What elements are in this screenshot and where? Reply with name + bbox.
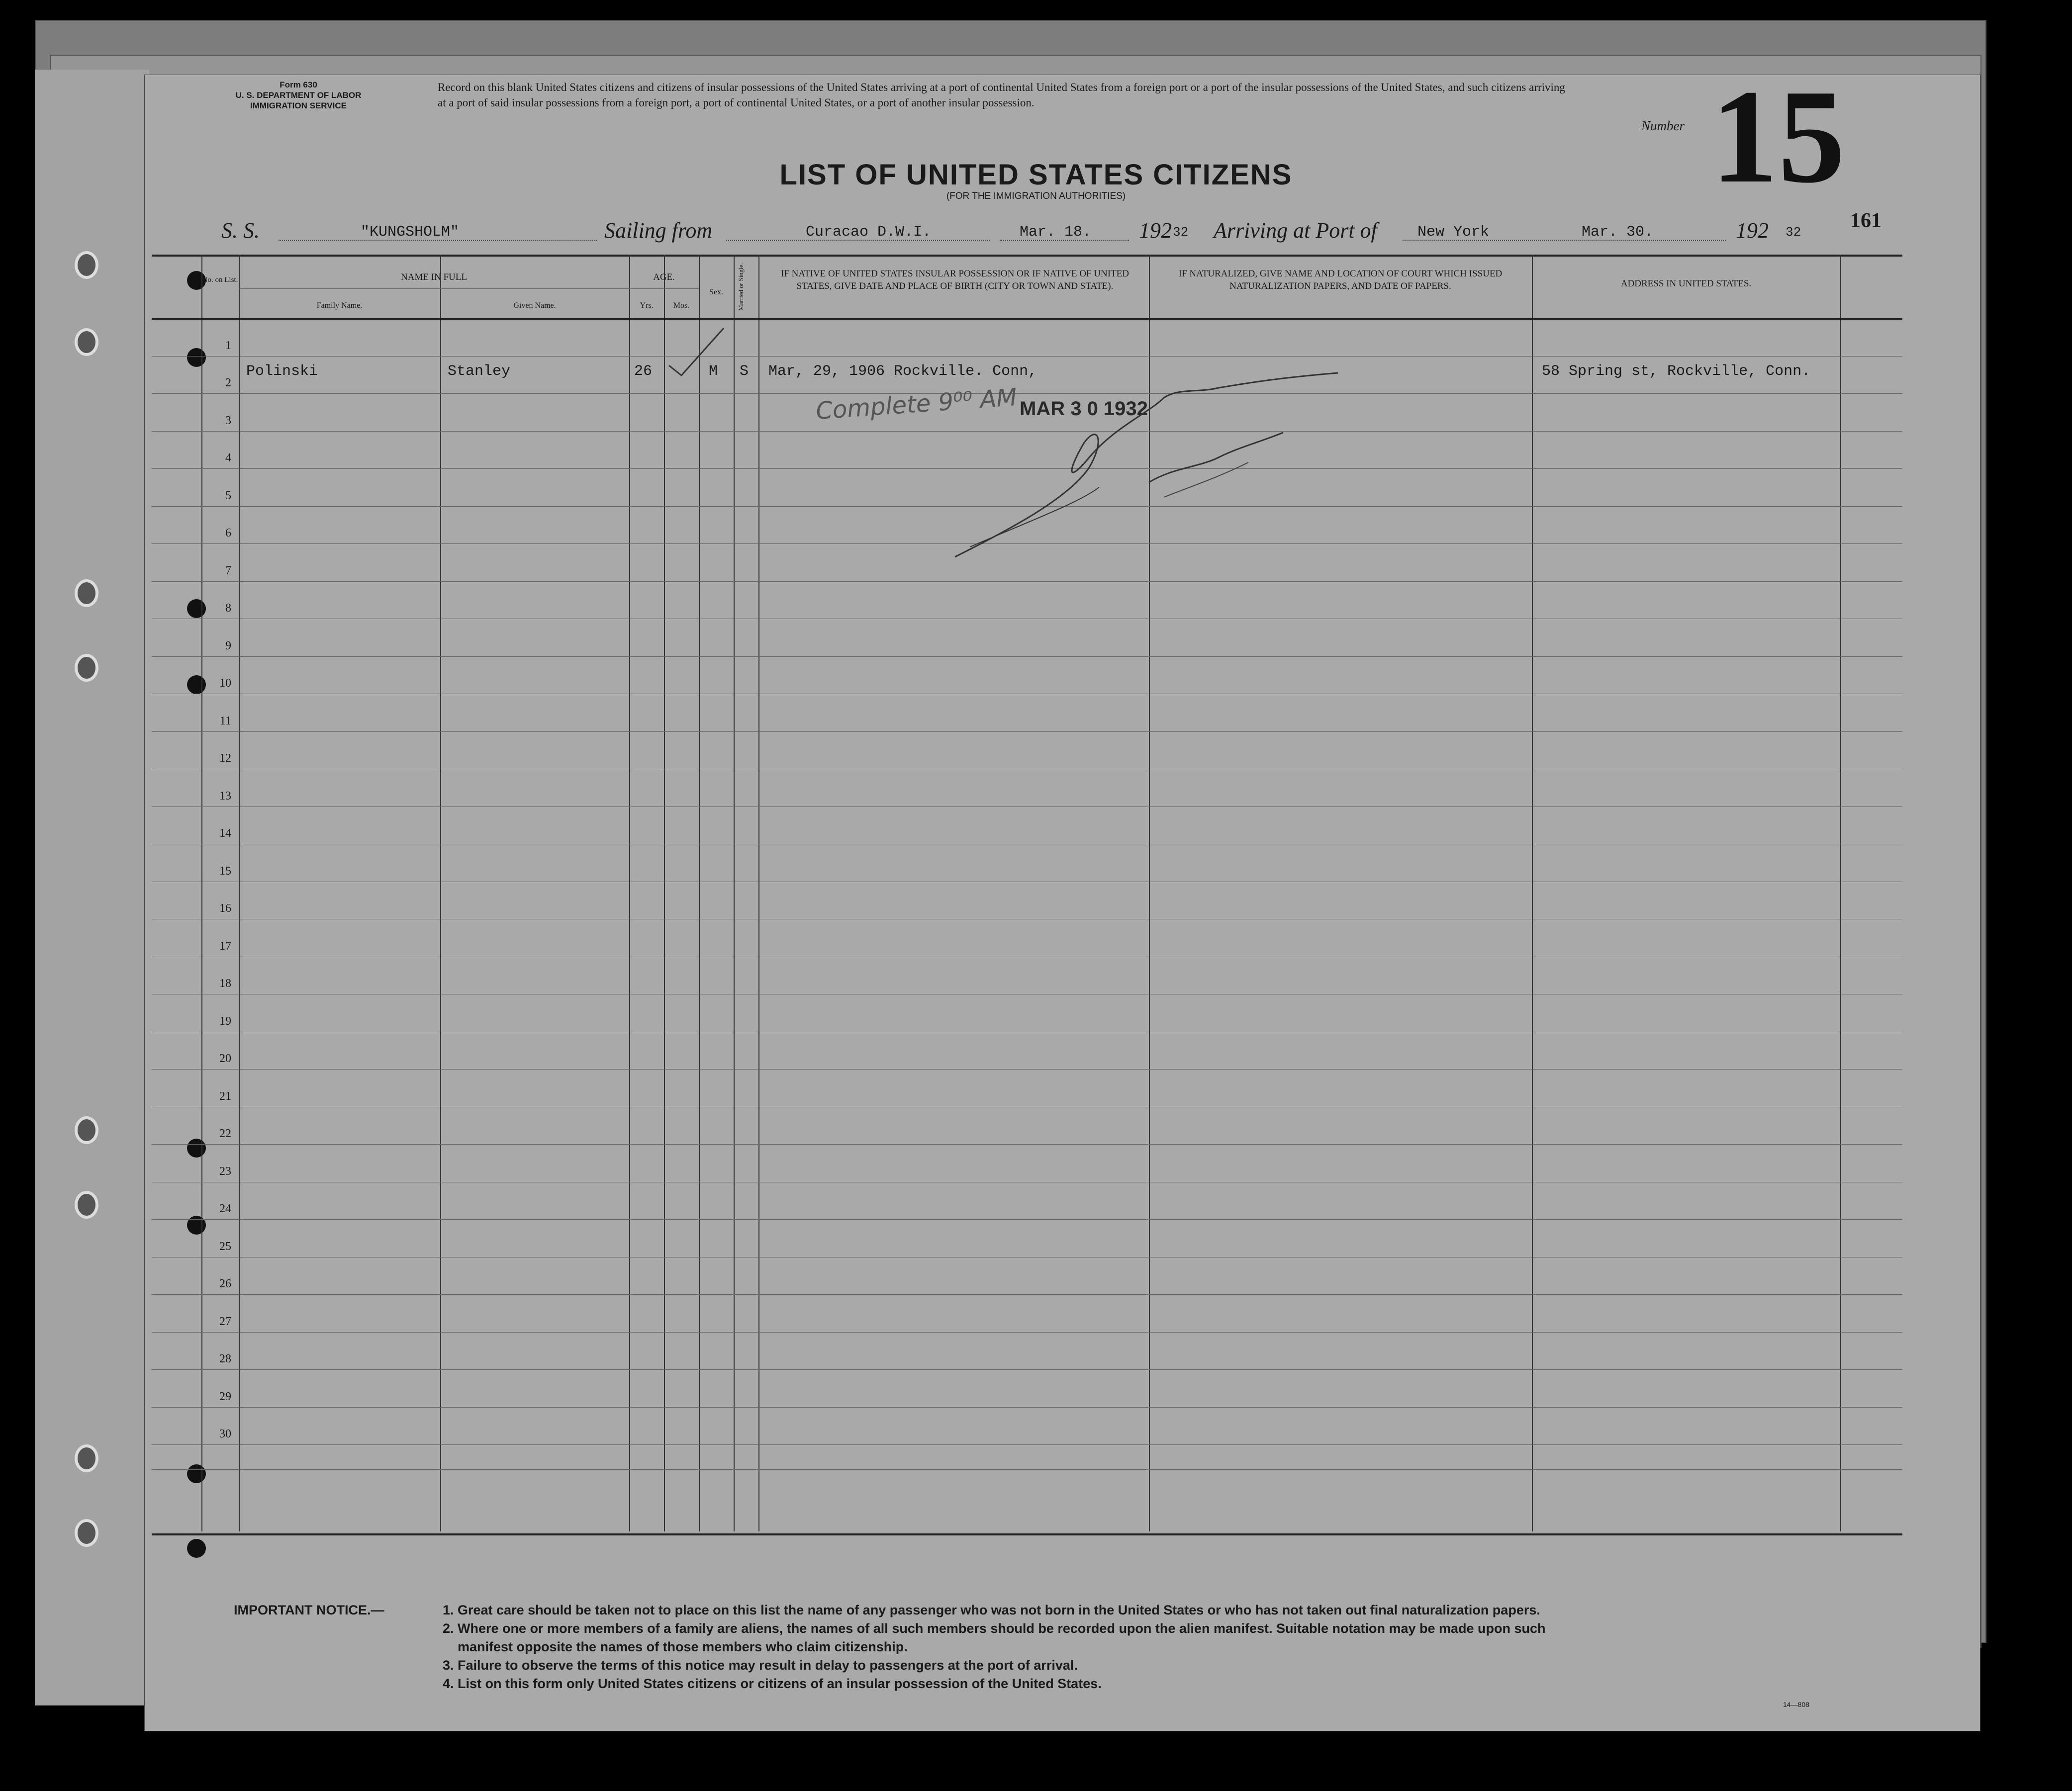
header-birth-info: IF NATIVE OF UNITED STATES INSULAR POSSESSION OR IF NATIVE OF UNITED STATES, GIVE DATE AND PLACE OF BIRTH (CITY OR TOWN AND STATE). (781, 269, 1129, 291)
binder-ring (75, 328, 98, 356)
column-rule (664, 255, 665, 1531)
number-label: Number (1641, 118, 1685, 133)
row-number: 8 (225, 602, 231, 615)
row-number: 19 (219, 1014, 231, 1028)
record-instructions: Record on this blank United States citizens and citizens of insular possessions of the United States arriving at a port of continental United States from a foreign port or a port of the insular possessions of the United States, and such citizens arriving at a port of said insular possessions from a foreign port, a port of continental United States, or a port of another insular possession. (438, 81, 1565, 109)
binder-ring (75, 251, 98, 279)
column-rule (699, 255, 700, 1531)
header-address: ADDRESS IN UNITED STATES. (1620, 278, 1752, 289)
header-marital-status: Married or Single. (737, 263, 745, 311)
row-rule (152, 1369, 1902, 1370)
row-number: 7 (225, 564, 231, 577)
column-rule (1840, 255, 1841, 1531)
row-number: 17 (219, 939, 231, 953)
list-number: 15 (1711, 62, 1845, 211)
row-rule (152, 581, 1902, 582)
sailing-from-label: Sailing from (604, 218, 713, 243)
table-end-rule (152, 1469, 1902, 1470)
row-number: 1 (225, 339, 231, 352)
row-rule (152, 656, 1902, 657)
row-rule (152, 1444, 1902, 1445)
arriving-label: Arriving at Port of (1214, 218, 1377, 243)
departure-date: Mar. 18. (1020, 224, 1092, 241)
date-stamp: MAR 3 0 1932 (1020, 398, 1148, 420)
row-number: 18 (219, 977, 231, 990)
header-name-in-full: NAME IN FULL (401, 272, 467, 282)
departure-port: Curacao D.W.I. (806, 224, 932, 241)
notice-heading: IMPORTANT NOTICE.— (234, 1603, 384, 1617)
row-number: 3 (225, 414, 231, 427)
row-number: 30 (219, 1428, 231, 1440)
row-rule (152, 1069, 1902, 1070)
row-number: 4 (225, 451, 231, 464)
entry-family-name: Polinski (246, 363, 318, 380)
row-number: 26 (219, 1277, 231, 1290)
header-naturalization: IF NATURALIZED, GIVE NAME AND LOCATION OF COURT WHICH ISSUED NATURALIZATION PAPERS, AND DATE OF PAPERS. (1178, 269, 1503, 291)
binder-ring (75, 579, 98, 607)
column-rule (1532, 255, 1533, 1531)
row-number: 28 (219, 1352, 231, 1365)
row-number: 5 (225, 489, 231, 502)
service-name: IMMIGRATION SERVICE (250, 101, 347, 110)
row-rule (152, 1407, 1902, 1408)
row-number: 27 (219, 1315, 231, 1328)
row-number: 22 (219, 1127, 231, 1140)
check-mark-icon (666, 326, 726, 380)
column-rule (629, 255, 630, 1531)
ss-label: S. S. (221, 218, 260, 243)
row-number: 21 (219, 1089, 231, 1103)
column-rule (201, 255, 202, 1531)
department-name: U. S. DEPARTMENT OF LABOR (235, 90, 362, 100)
departure-year: 32 (1173, 225, 1189, 240)
page-title: LIST OF UNITED STATES CITIZENS (779, 159, 1293, 191)
header-given-name: Given Name. (513, 301, 556, 310)
row-number: 24 (219, 1202, 231, 1215)
arrival-year: 32 (1786, 225, 1801, 240)
page-number: 161 (1850, 209, 1882, 232)
row-rule (152, 1294, 1902, 1295)
ship-name: "KUNGSHOLM" (361, 224, 460, 241)
row-number: 25 (219, 1240, 231, 1253)
binder-ring (75, 1444, 98, 1472)
row-rule (152, 806, 1902, 807)
entry-age-years: 26 (634, 363, 653, 380)
row-number: 9 (225, 639, 231, 652)
row-rule (152, 731, 1902, 732)
row-rule (152, 1144, 1902, 1145)
column-rule (239, 255, 240, 1531)
header-no-on-list: No. on List. (202, 276, 238, 284)
notice-item-continued: manifest opposite the names of those members who claim citizenship. (458, 1639, 908, 1654)
binder-ring (75, 1191, 98, 1219)
arrival-date: Mar. 30. (1582, 224, 1654, 241)
row-number: 23 (219, 1164, 231, 1178)
row-number: 16 (219, 902, 231, 915)
binder-ring (75, 1519, 98, 1547)
arrival-year-prefix: 192 (1736, 218, 1769, 243)
row-number: 13 (219, 789, 231, 803)
notice-item: 4. List on this form only United States citizens or citizens of an insular possession of the United States. (443, 1676, 1102, 1691)
page-subtitle: (FOR THE IMMIGRATION AUTHORITIES) (946, 191, 1126, 201)
binder-ring (75, 654, 98, 682)
form-number: Form 630 (280, 80, 317, 90)
row-number: 29 (219, 1390, 231, 1403)
column-rule (440, 255, 441, 1531)
arrival-port: New York (1417, 224, 1490, 241)
entry-address: 58 Spring st, Rockville, Conn. (1542, 363, 1811, 380)
entry-birth-info: Mar, 29, 1906 Rockville. Conn, (768, 363, 1037, 380)
entry-sex: M (709, 363, 718, 380)
row-number: 12 (219, 752, 231, 765)
entry-given-name: Stanley (448, 363, 511, 380)
header-age-years: Yrs. (640, 301, 654, 310)
row-number: 6 (225, 527, 231, 539)
row-number: 20 (219, 1052, 231, 1065)
row-rule (152, 1332, 1902, 1333)
header-age-months: Mos. (673, 301, 690, 310)
header-bottom-rule (152, 318, 1902, 320)
row-rule (152, 1219, 1902, 1220)
entry-marital-status: S (740, 363, 749, 380)
header-rule (239, 288, 699, 289)
handwritten-note: Complete 9⁰⁰ AM (815, 383, 1018, 426)
inspector-signature (940, 368, 1358, 567)
header-sex: Sex. (709, 288, 723, 296)
punch-hole (187, 1539, 206, 1558)
notice-item: 2. Where one or more members of a family are aliens, the names of all such members should be recorded upon the alien manifest. Suitable notation may be made upon such (443, 1621, 1546, 1636)
binder-ring (75, 1116, 98, 1144)
column-rule (758, 255, 759, 1531)
row-number: 11 (219, 714, 231, 727)
row-number: 2 (225, 376, 231, 389)
row-number: 15 (219, 864, 231, 878)
row-rule (152, 356, 1902, 357)
column-rule (734, 255, 735, 1531)
row-number: 14 (219, 827, 231, 840)
row-number: 10 (219, 677, 231, 690)
header-age: AGE. (653, 272, 675, 282)
form-print-code: 14—808 (1783, 1701, 1809, 1708)
departure-year-prefix: 192 (1139, 218, 1172, 243)
form-identifier (184, 80, 413, 111)
notice-item: 1. Great care should be taken not to place on this list the name of any passenger who was not born in the United States or who has not taken out final naturalization papers. (443, 1603, 1540, 1617)
notice-item: 3. Failure to observe the terms of this notice may result in delay to passengers at the port of arrival. (443, 1658, 1078, 1673)
header-family-name: Family Name. (316, 301, 363, 310)
